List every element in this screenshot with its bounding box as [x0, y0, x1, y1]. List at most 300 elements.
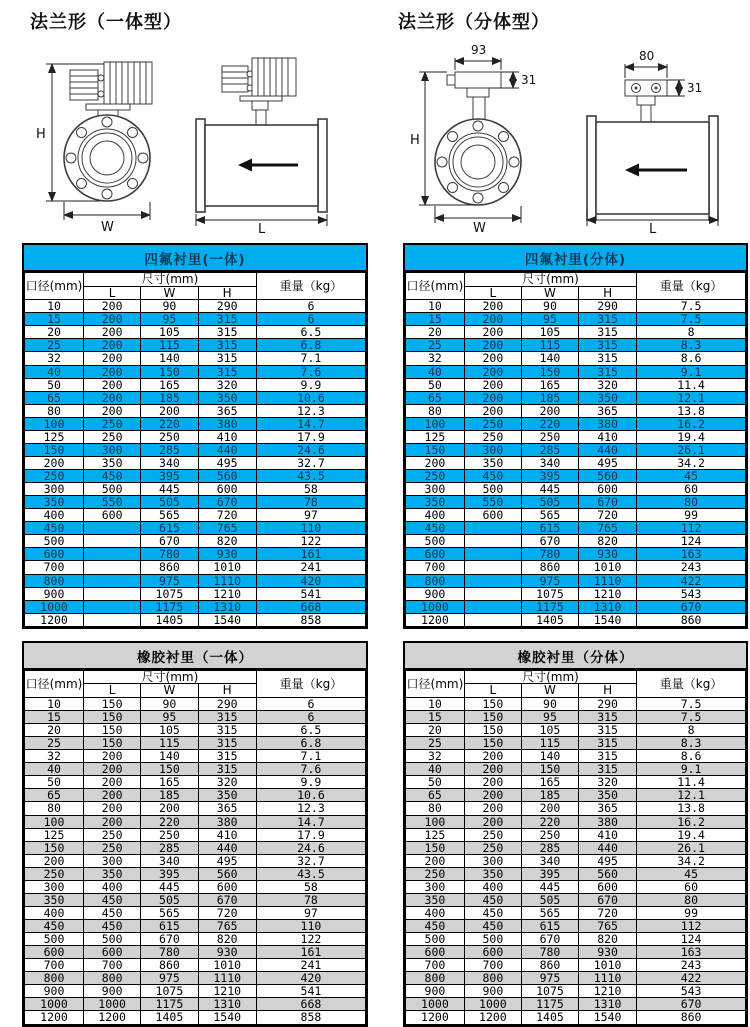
table-cell: 12.3: [256, 802, 365, 815]
table-cell: 505: [141, 893, 198, 906]
table-body: [406, 697, 746, 1024]
table-cell: 720: [579, 509, 637, 522]
col-header-weight: 重量（kg）: [256, 273, 365, 300]
table-cell: 90: [141, 697, 198, 710]
table-cell: 200: [464, 339, 521, 352]
col-header-weight: 重量（kg）: [637, 273, 746, 300]
table-cell: 420: [256, 574, 365, 587]
table-row: [25, 933, 366, 946]
table-cell: 315: [198, 352, 256, 365]
table-cell: [83, 561, 140, 574]
table-row: [406, 548, 746, 561]
table-cell: 65: [406, 789, 465, 802]
table-cell: 185: [141, 391, 198, 404]
table-row: [406, 1011, 746, 1024]
table-cell: 6: [256, 313, 365, 326]
dim-label-h: H: [410, 133, 420, 148]
table-row: [25, 548, 366, 561]
table-cell: 315: [579, 737, 637, 750]
table-cell: 99: [637, 509, 746, 522]
table-cell: 125: [25, 430, 84, 443]
table-body: [25, 697, 366, 1024]
table-row: [25, 391, 366, 404]
table-cell: 161: [256, 548, 365, 561]
table-cell: 200: [83, 750, 140, 763]
table-cell: 1540: [198, 1011, 256, 1024]
side-view: [587, 49, 718, 237]
table-cell: 220: [521, 417, 578, 430]
table-cell: 6.8: [256, 339, 365, 352]
table-cell: 1075: [521, 587, 578, 600]
table-cell: 140: [141, 352, 198, 365]
table-cell: 200: [25, 854, 84, 867]
table-cell: 200: [83, 776, 140, 789]
table-cell: 7.1: [256, 750, 365, 763]
table-cell: 600: [198, 880, 256, 893]
table-cell: 200: [464, 802, 521, 815]
table-row: [406, 841, 746, 854]
table-row: [406, 600, 746, 613]
col-header-h: H: [579, 684, 637, 698]
table-cell: 200: [141, 802, 198, 815]
table-cell: 380: [198, 815, 256, 828]
table-cell: 1310: [579, 600, 637, 613]
table-cell: 9.9: [256, 378, 365, 391]
table-cell: 150: [464, 711, 521, 724]
table-cell: 765: [198, 522, 256, 535]
table-cell: 1540: [579, 1011, 637, 1024]
table-cell: 320: [579, 378, 637, 391]
table-row: [25, 946, 366, 959]
table-cell: 300: [25, 483, 84, 496]
table-cell: 340: [141, 854, 198, 867]
table-cell: 565: [141, 906, 198, 919]
table-cell: 1010: [198, 561, 256, 574]
table-cell: 241: [256, 959, 365, 972]
table-cell: 1200: [406, 613, 465, 626]
table-cell: 20: [25, 326, 84, 339]
table-cell: 700: [25, 959, 84, 972]
table-cell: 250: [464, 841, 521, 854]
table-cell: 315: [579, 365, 637, 378]
table-cell: 300: [464, 443, 521, 456]
table-cell: 600: [25, 548, 84, 561]
table-cell: 565: [521, 509, 578, 522]
table-cell: 20: [406, 326, 465, 339]
table-cell: 78: [256, 496, 365, 509]
table-cell: 185: [521, 391, 578, 404]
table-cell: 122: [256, 933, 365, 946]
table-cell: 860: [521, 959, 578, 972]
table-cell: 200: [83, 763, 140, 776]
table-cell: 250: [83, 417, 140, 430]
table-row: [406, 724, 746, 737]
table-cell: 560: [198, 867, 256, 880]
table-row: [25, 880, 366, 893]
table-cell: [464, 522, 521, 535]
table-cell: 860: [141, 561, 198, 574]
table-cell: 15: [406, 313, 465, 326]
table-cell: 615: [521, 920, 578, 933]
table-cell: 45: [637, 470, 746, 483]
table-cell: 1110: [579, 972, 637, 985]
table-cell: 150: [83, 711, 140, 724]
table-cell: 315: [198, 313, 256, 326]
col-header-size: 尺寸(mm): [83, 670, 256, 684]
table-cell: 1210: [579, 587, 637, 600]
table-cell: 200: [464, 378, 521, 391]
table-cell: 350: [579, 789, 637, 802]
table-row: [25, 1011, 366, 1024]
table-cell: 1175: [141, 998, 198, 1011]
table-cell: 17.9: [256, 430, 365, 443]
table-cell: 495: [198, 456, 256, 469]
dim-label-80: 80: [639, 49, 655, 63]
table-cell: 7.5: [637, 313, 746, 326]
table-cell: 50: [25, 378, 84, 391]
table-row: [25, 763, 366, 776]
table-row: [25, 430, 366, 443]
table-cell: 450: [464, 470, 521, 483]
front-view: [36, 62, 152, 235]
diagram-split: [375, 0, 750, 238]
table-cell: 300: [406, 483, 465, 496]
table-cell: 200: [464, 763, 521, 776]
table-row: [25, 574, 366, 587]
table-cell: 95: [521, 313, 578, 326]
table-cell: 720: [198, 906, 256, 919]
table-cell: 765: [579, 522, 637, 535]
table-row: [25, 815, 366, 828]
table-cell: 80: [406, 802, 465, 815]
spec-table-rubber-integrated: [22, 641, 368, 1027]
table-row: [25, 893, 366, 906]
table-cell: 16.2: [637, 815, 746, 828]
section-title-split: 法兰形（分体型）: [398, 12, 550, 33]
table-cell: 1000: [25, 600, 84, 613]
table-cell: 1210: [198, 985, 256, 998]
table-cell: 800: [406, 972, 465, 985]
table-cell: 25: [406, 339, 465, 352]
table-cell: 380: [579, 417, 637, 430]
table-cell: 6.5: [256, 724, 365, 737]
table-cell: 7.5: [637, 697, 746, 710]
table-cell: 290: [579, 697, 637, 710]
table-row: [406, 404, 746, 417]
table-cell: [464, 561, 521, 574]
table-cell: 150: [521, 365, 578, 378]
table-cell: 670: [637, 600, 746, 613]
table-cell: 150: [83, 697, 140, 710]
front-view: [410, 43, 536, 236]
table-row: [406, 587, 746, 600]
table-cell: 445: [521, 880, 578, 893]
col-header-l: L: [83, 286, 140, 300]
table-cell: 32.7: [256, 456, 365, 469]
table-cell: 720: [579, 906, 637, 919]
table-cell: 9.1: [637, 763, 746, 776]
table-cell: 560: [198, 470, 256, 483]
table-cell: 1110: [198, 574, 256, 587]
table-cell: 1075: [141, 587, 198, 600]
table-cell: [464, 574, 521, 587]
table-row: [406, 574, 746, 587]
table-row: [406, 854, 746, 867]
table-cell: 600: [579, 483, 637, 496]
table-row: [25, 613, 366, 626]
table-cell: 250: [141, 828, 198, 841]
table-cell: 975: [141, 574, 198, 587]
table-row: [406, 802, 746, 815]
table-row: [25, 776, 366, 789]
table-cell: 150: [406, 443, 465, 456]
table-cell: 200: [83, 326, 140, 339]
table-row: [25, 998, 366, 1011]
table-row: [406, 417, 746, 430]
table-cell: 8.6: [637, 352, 746, 365]
table-cell: 550: [464, 496, 521, 509]
table-title: 四氟衬里(分体): [405, 245, 746, 272]
table-cell: 445: [141, 880, 198, 893]
table-row: [25, 920, 366, 933]
table-cell: 8.3: [637, 737, 746, 750]
table-cell: 45: [637, 867, 746, 880]
dim-label-93: 93: [471, 43, 487, 57]
table-cell: 250: [521, 430, 578, 443]
table-cell: 450: [464, 920, 521, 933]
table-cell: 700: [25, 561, 84, 574]
table-cell: 900: [464, 985, 521, 998]
table-row: [25, 561, 366, 574]
table-cell: 10: [25, 697, 84, 710]
table-cell: 90: [521, 300, 578, 313]
table-cell: 40: [25, 365, 84, 378]
col-header-w: W: [141, 684, 198, 698]
table-cell: 200: [141, 404, 198, 417]
table-cell: 250: [464, 430, 521, 443]
table-cell: 350: [464, 456, 521, 469]
table-row: [406, 985, 746, 998]
table-cell: [83, 522, 140, 535]
table-row: [25, 750, 366, 763]
table-cell: 80: [25, 404, 84, 417]
flange-integrated-diagram: [0, 34, 375, 237]
table-cell: 112: [637, 920, 746, 933]
table-row: [406, 998, 746, 1011]
table-cell: [464, 613, 521, 626]
table-cell: 1000: [25, 998, 84, 1011]
dim-label-31-front: 31: [521, 73, 537, 87]
table-cell: 13.8: [637, 802, 746, 815]
table-cell: 600: [83, 509, 140, 522]
table-cell: 165: [141, 776, 198, 789]
table-row: [406, 815, 746, 828]
table-row: [406, 522, 746, 535]
col-header-w: W: [521, 286, 578, 300]
table-cell: 150: [464, 737, 521, 750]
table-cell: 1540: [579, 613, 637, 626]
table-cell: 65: [25, 789, 84, 802]
table-cell: 8: [637, 724, 746, 737]
table-cell: 15: [25, 711, 84, 724]
table-cell: 6: [256, 697, 365, 710]
table-cell: 200: [83, 339, 140, 352]
col-header-diameter: 口径(mm): [406, 273, 465, 300]
table-cell: 58: [256, 880, 365, 893]
table-cell: 220: [521, 815, 578, 828]
table-cell: 112: [637, 522, 746, 535]
col-header-w: W: [521, 684, 578, 698]
table-cell: 350: [464, 867, 521, 880]
table-cell: 365: [198, 404, 256, 417]
table-cell: 14.7: [256, 417, 365, 430]
table-cell: 200: [406, 854, 465, 867]
table-cell: 80: [25, 802, 84, 815]
table-cell: 10.6: [256, 391, 365, 404]
table-cell: 125: [406, 828, 465, 841]
table-row: [406, 711, 746, 724]
spec-tables: [0, 243, 750, 1027]
table-cell: 615: [521, 522, 578, 535]
table-cell: 250: [406, 470, 465, 483]
table-cell: 930: [579, 946, 637, 959]
table-cell: 1000: [83, 998, 140, 1011]
table-cell: 450: [83, 470, 140, 483]
side-view: [196, 58, 327, 237]
table-row: [406, 456, 746, 469]
table-cell: 300: [83, 854, 140, 867]
table-row: [25, 496, 366, 509]
table-row: [25, 365, 366, 378]
table-cell: 115: [141, 339, 198, 352]
table-cell: 600: [464, 509, 521, 522]
table-cell: 34.2: [637, 456, 746, 469]
col-header-l: L: [464, 684, 521, 698]
table-cell: 200: [83, 802, 140, 815]
table-cell: 115: [521, 339, 578, 352]
table-row: [406, 365, 746, 378]
table-cell: 600: [198, 483, 256, 496]
table-cell: 50: [406, 776, 465, 789]
table-cell: 445: [141, 483, 198, 496]
table-cell: 858: [256, 613, 365, 626]
flange-split-diagram: [375, 34, 750, 237]
table-cell: 1200: [83, 1011, 140, 1024]
table-cell: 422: [637, 574, 746, 587]
table-row: [25, 587, 366, 600]
table-row: [406, 867, 746, 880]
table-row: [25, 906, 366, 919]
table-cell: 350: [198, 391, 256, 404]
table-cell: 450: [25, 920, 84, 933]
col-header-w: W: [141, 286, 198, 300]
table-row: [406, 613, 746, 626]
table-cell: 124: [637, 933, 746, 946]
table-cell: [464, 587, 521, 600]
table-cell: 422: [637, 972, 746, 985]
table-cell: 10: [25, 300, 84, 313]
table-cell: 7.5: [637, 300, 746, 313]
table-cell: 200: [464, 365, 521, 378]
table-row: [406, 933, 746, 946]
table-cell: 440: [198, 443, 256, 456]
table-cell: 900: [83, 985, 140, 998]
table-row: [406, 946, 746, 959]
table-row: [25, 789, 366, 802]
table-cell: 315: [579, 326, 637, 339]
table-row: [406, 483, 746, 496]
table-cell: 420: [256, 972, 365, 985]
diagram-integrated: [0, 0, 375, 238]
table-cell: 800: [25, 574, 84, 587]
table-cell: 200: [83, 313, 140, 326]
table-cell: 500: [25, 535, 84, 548]
table-cell: 315: [579, 724, 637, 737]
table-cell: 24.6: [256, 841, 365, 854]
table-cell: 340: [141, 456, 198, 469]
table-cell: 100: [406, 815, 465, 828]
table-cell: 40: [406, 763, 465, 776]
table-cell: 100: [406, 417, 465, 430]
table-row: [406, 763, 746, 776]
table-cell: 900: [25, 587, 84, 600]
table-cell: 1175: [521, 998, 578, 1011]
table-cell: 25: [406, 737, 465, 750]
table-cell: 250: [141, 430, 198, 443]
table-cell: 1405: [521, 613, 578, 626]
table-row: [25, 600, 366, 613]
table-cell: 105: [141, 724, 198, 737]
table-cell: 14.7: [256, 815, 365, 828]
table-cell: 80: [637, 893, 746, 906]
table-cell: 1405: [141, 613, 198, 626]
table-cell: 315: [198, 365, 256, 378]
table-cell: 185: [141, 789, 198, 802]
table-cell: 290: [579, 300, 637, 313]
table-cell: 780: [521, 946, 578, 959]
table-cell: 65: [25, 391, 84, 404]
table-row: [25, 985, 366, 998]
table-row: [25, 509, 366, 522]
table-cell: 26.1: [637, 841, 746, 854]
table-cell: 395: [521, 867, 578, 880]
table-row: [406, 300, 746, 313]
spec-table-ptfe-split: [403, 243, 748, 629]
table-cell: 250: [83, 828, 140, 841]
table-cell: 12.1: [637, 391, 746, 404]
table-cell: 560: [579, 867, 637, 880]
table-row: [25, 378, 366, 391]
table-cell: 820: [579, 933, 637, 946]
table-row: [406, 893, 746, 906]
table-cell: 80: [406, 404, 465, 417]
table-cell: 250: [25, 867, 84, 880]
table-row: [25, 404, 366, 417]
table-row: [406, 561, 746, 574]
table-cell: 99: [637, 906, 746, 919]
table-cell: 495: [579, 456, 637, 469]
table-cell: 200: [464, 750, 521, 763]
table-cell: 543: [637, 587, 746, 600]
table-cell: 40: [406, 365, 465, 378]
table-row: [25, 339, 366, 352]
table-cell: 8.3: [637, 339, 746, 352]
col-header-h: H: [198, 286, 256, 300]
table-cell: 15: [25, 313, 84, 326]
table-cell: 410: [579, 828, 637, 841]
table-cell: 820: [198, 535, 256, 548]
table-cell: 975: [521, 972, 578, 985]
